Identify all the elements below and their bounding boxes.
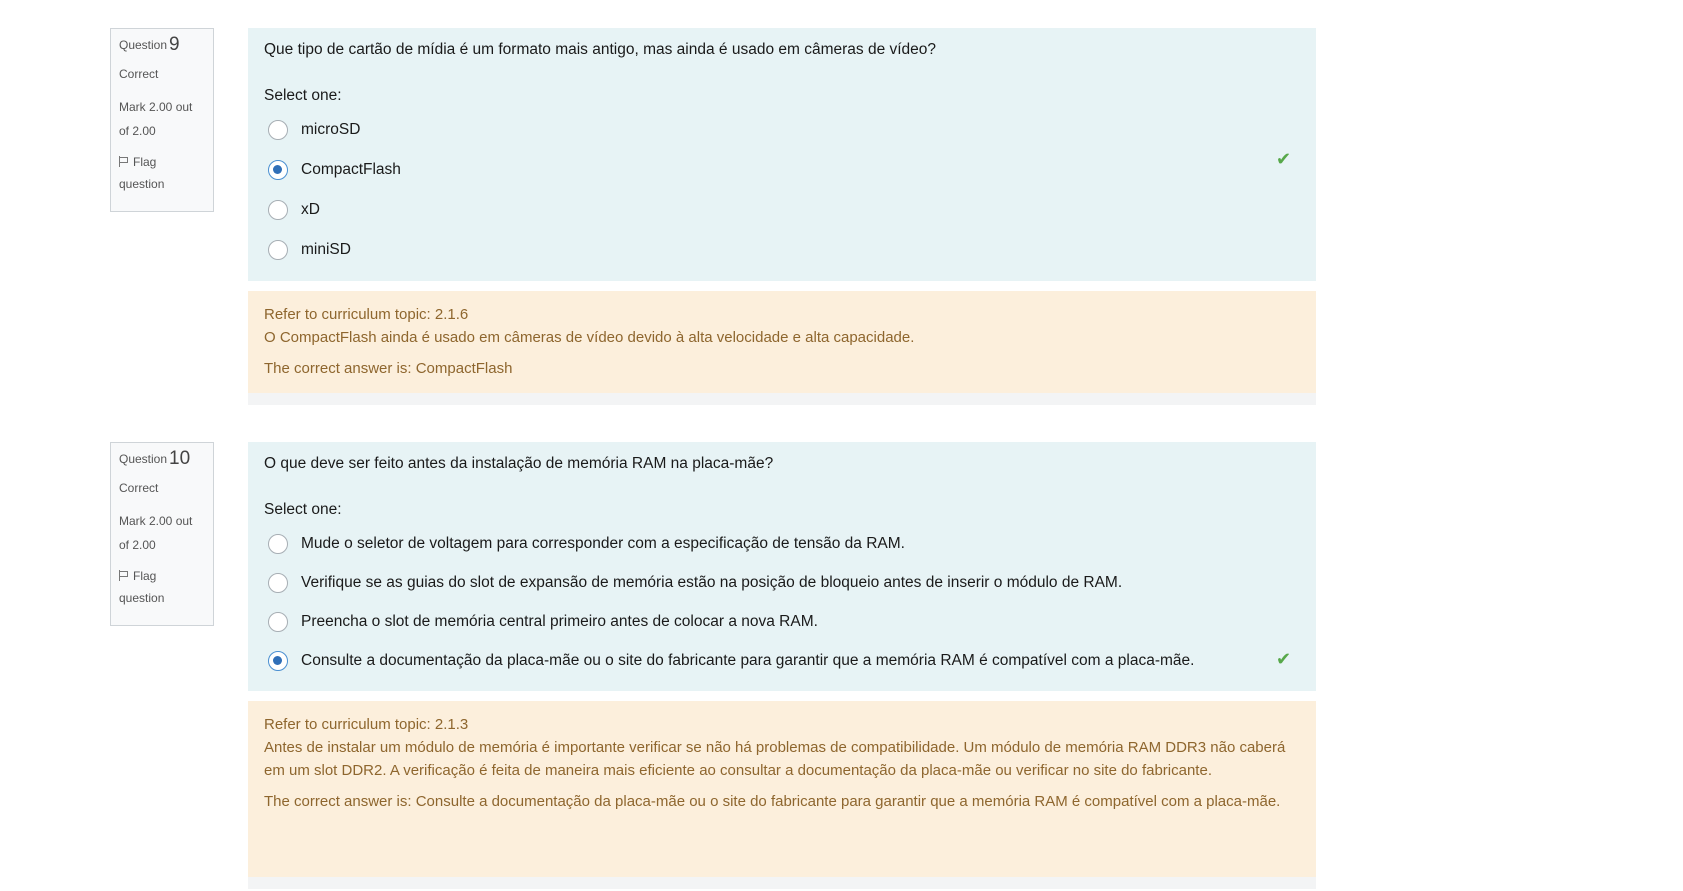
select-one-prompt: Select one: (264, 501, 342, 518)
radio-button-selected[interactable] (268, 160, 288, 180)
question-info (110, 28, 214, 212)
radio-button[interactable] (268, 534, 288, 554)
radio-button-selected[interactable] (268, 651, 288, 671)
select-one-prompt: Select one: (264, 87, 342, 104)
check-icon: ✔ (1276, 149, 1292, 169)
question-number-value: 10 (169, 448, 191, 469)
radio-button[interactable] (268, 612, 288, 632)
question-text: Que tipo de cartão de mídia é um formato mais antigo, mas ainda é usado em câmeras de vídeo? (264, 41, 937, 58)
question-grade: Mark 2.00 out of 2.00 (119, 100, 193, 138)
question-state: Correct (119, 67, 159, 81)
answer-option[interactable] (264, 602, 1300, 641)
flag-question-link[interactable] (119, 565, 205, 609)
answer-option[interactable] (264, 230, 1300, 270)
flag-question-link[interactable] (119, 151, 205, 195)
feedback-topic: Refer to curriculum topic: 2.1.6 (264, 306, 469, 323)
question-state: Correct (119, 481, 159, 495)
answer-label: Mude o seletor de voltagem para corresponder com a especificação de tensão da RAM. (301, 534, 905, 552)
answer-options (264, 110, 1300, 270)
answer-option[interactable] (264, 641, 1300, 680)
radio-button[interactable] (268, 120, 288, 140)
feedback-text: O CompactFlash ainda é usado em câmeras de vídeo devido à alta velocidade e alta capacidade. (264, 329, 915, 346)
answer-label: Consulte a documentação da placa-mãe ou o site do fabricante para garantir que a memória RAM é compatível com a placa-mãe. (301, 651, 1195, 669)
feedback-text: Antes de instalar um módulo de memória é importante verificar se não há problemas de compatibilidade. Um módulo de memória RAM DDR3 não caberá em um slot DDR2. A verificação é feita de maneira mais eficiente ao consultar a documentação da placa-mãe ou verificar no site do fabricante. (264, 739, 1286, 779)
radio-button[interactable] (268, 200, 288, 220)
correct-answer-text: The correct answer is: CompactFlash (264, 360, 513, 377)
question-formulation (248, 28, 1316, 281)
question-number: Question 9 (119, 34, 180, 55)
answer-label: microSD (301, 121, 361, 138)
answer-label: miniSD (301, 241, 351, 258)
radio-button[interactable] (268, 573, 288, 593)
check-icon: ✔ (1276, 649, 1292, 669)
feedback-box (248, 701, 1316, 877)
radio-button[interactable] (268, 240, 288, 260)
question-info (110, 442, 214, 626)
flag-icon (119, 156, 129, 167)
flag-question-label: Flag question (119, 155, 165, 191)
question-text: O que deve ser feito antes da instalação de memória RAM na placa-mãe? (264, 455, 774, 472)
answer-label: CompactFlash (301, 161, 401, 178)
flag-icon (119, 570, 129, 581)
feedback-topic: Refer to curriculum topic: 2.1.3 (264, 716, 469, 733)
question-formulation (248, 442, 1316, 691)
question-number-value: 9 (169, 34, 180, 55)
correct-answer-text: The correct answer is: Consulte a documentação da placa-mãe ou o site do fabricante para garantir que a memória RAM é compatível com a placa-mãe. (264, 793, 1281, 810)
answer-option[interactable] (264, 524, 1300, 563)
flag-question-label: Flag question (119, 569, 165, 605)
answer-option[interactable] (264, 110, 1300, 150)
answer-options (264, 524, 1300, 680)
question-bottom-bar (248, 393, 1316, 405)
answer-option[interactable] (264, 150, 1300, 190)
answer-label: Preencha o slot de memória central primeiro antes de colocar a nova RAM. (301, 612, 818, 630)
question-content (248, 442, 1316, 889)
answer-option[interactable] (264, 190, 1300, 230)
question-bottom-bar (248, 877, 1316, 889)
answer-option[interactable] (264, 563, 1300, 602)
question-content (248, 28, 1316, 405)
feedback-box (248, 291, 1316, 393)
answer-label: xD (301, 201, 320, 218)
question-grade: Mark 2.00 out of 2.00 (119, 514, 193, 552)
question-number: Question 10 (119, 448, 191, 469)
answer-label: Verifique se as guias do slot de expansão de memória estão na posição de bloqueio antes de inserir o módulo de RAM. (301, 573, 1123, 591)
